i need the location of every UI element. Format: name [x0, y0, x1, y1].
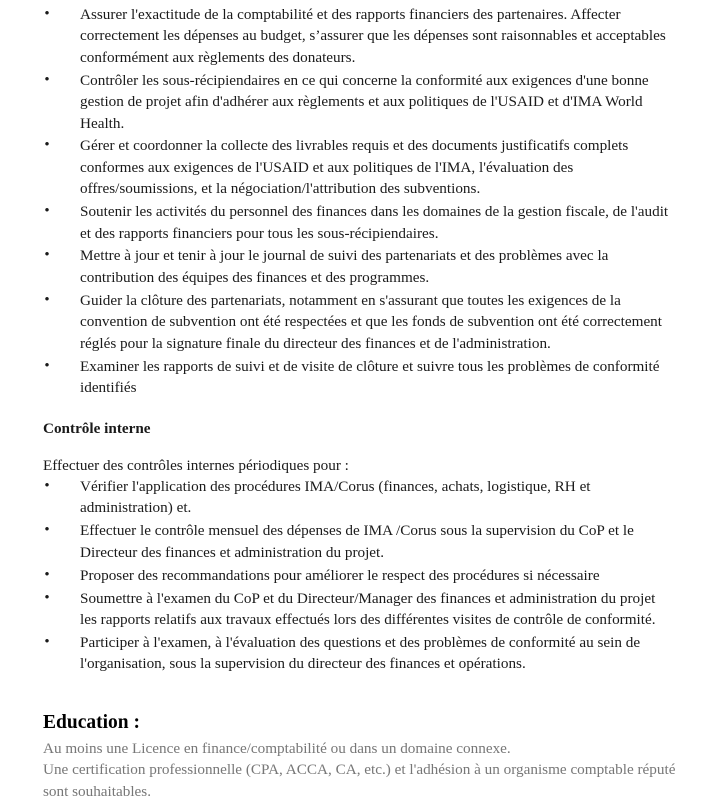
internal-control-intro: Effectuer des contrôles internes périodiques pour : [43, 457, 349, 474]
list-item-text: Effectuer le contrôle mensuel des dépenses de IMA /Corus sous la supervision du CoP et le Directeur des finances et administration du projet. [80, 522, 634, 561]
internal-control-heading: Contrôle interne [43, 420, 151, 437]
bullet-icon: • [44, 522, 50, 539]
list-item-text: Examiner les rapports de suivi et de visite de clôture et suivre tous les problèmes de conformité identifiés [80, 357, 660, 396]
bullet-icon: • [44, 633, 50, 650]
education-heading: Education : [43, 712, 140, 733]
bullet-icon: • [44, 203, 50, 220]
list-item-text: Gérer et coordonner la collecte des livrables requis et des documents justificatifs complets conformes aux exigences de l'USAID et aux politiques de l'IMA, l'évaluation des offres/soumissions, et la négociation/l'attribution des subventions. [80, 137, 629, 198]
list-item [0, 588, 711, 631]
list-item [0, 476, 711, 519]
list-item-text: Contrôler les sous-récipiendaires en ce qui concerne la conformité aux exigences d'une bonne gestion de projet afin d'adhérer aux règlements et aux politiques de l'USAID et d'IMA World Health. [80, 71, 649, 132]
bullet-icon: • [44, 566, 50, 583]
internal-control-list [0, 476, 711, 676]
responsibilities-list [0, 4, 711, 400]
list-item [0, 4, 711, 68]
bullet-icon: • [44, 6, 50, 22]
list-item-text: Soutenir les activités du personnel des finances dans les domaines de la gestion fiscale, de l'audit et des rapports financiers pour tous les sous-récipiendaires. [80, 203, 669, 242]
bullet-icon: • [44, 478, 50, 494]
bullet-icon: • [44, 357, 50, 374]
bullet-icon: • [44, 71, 50, 88]
bullet-icon: • [44, 589, 50, 606]
list-item [0, 70, 711, 134]
education-text [43, 738, 683, 802]
list-item [0, 290, 711, 354]
list-item [0, 520, 711, 563]
list-item [0, 356, 711, 399]
list-item [0, 245, 711, 288]
list-item-text: Proposer des recommandations pour améliorer le respect des procédures si nécessaire [80, 566, 600, 584]
education-line: Au moins une Licence en finance/comptabilité ou dans un domaine connexe. [43, 740, 511, 757]
education-line: Une certification professionnelle (CPA, ACCA, CA, etc.) et l'adhésion à un organisme comptable réputé sont souhaitables. [43, 761, 676, 800]
bullet-icon: • [44, 137, 50, 154]
list-item-text: Soumettre à l'examen du CoP et du Directeur/Manager des finances et administration du projet les rapports relatifs aux travaux effectués lors des différentes visites de contrôle de conformité. [80, 589, 656, 628]
list-item [0, 565, 711, 586]
bullet-icon: • [44, 247, 50, 264]
list-item-text: Participer à l'examen, à l'évaluation des questions et des problèmes de conformité au sein de l'organisation, sous la supervision du directeur des finances et opérations. [80, 633, 641, 673]
list-item-text: Guider la clôture des partenariats, notamment en s'assurant que toutes les exigences de la convention de subvention ont été respectées et que les fonds de subvention ont été correctement réglés pour la signature finale du directeur des finances et de l'administration. [80, 291, 662, 352]
list-item [0, 632, 711, 675]
bullet-icon: • [44, 291, 50, 308]
list-item [0, 135, 711, 199]
list-item-text: Vérifier l'application des procédures IMA/Corus (finances, achats, logistique, RH et administration) et. [80, 478, 591, 517]
list-item [0, 201, 711, 244]
list-item-text: Mettre à jour et tenir à jour le journal de suivi des partenariats et des problèmes avec la contribution des équipes des finances et des programmes. [80, 247, 609, 286]
list-item-text: Assurer l'exactitude de la comptabilité et des rapports financiers des partenaires. Affecter correctement les dépenses au budget, s’assurer que les dépenses sont raisonnables et acceptables conformément aux règlements des donateurs. [80, 6, 666, 66]
